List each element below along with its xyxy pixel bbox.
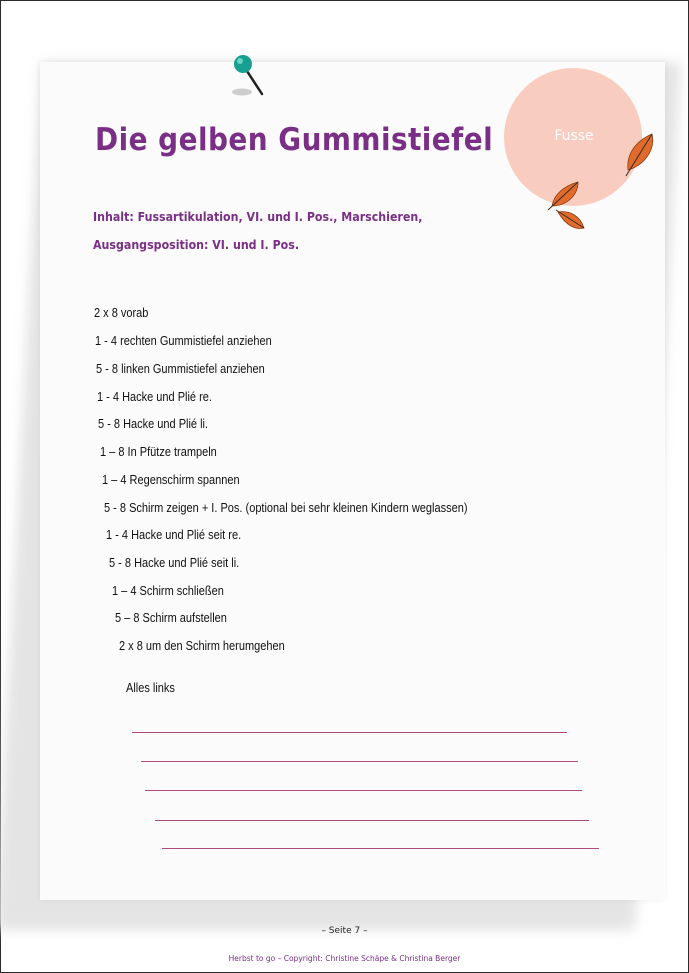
- writing-line: [162, 848, 599, 849]
- step-item: 5 - 8 Schirm zeigen + I. Pos. (optional bei sehr kleinen Kindern weglassen): [104, 501, 468, 515]
- step-item: 5 - 8 linken Gummistiefel anziehen: [96, 362, 265, 376]
- step-item: 1 - 4 Hacke und Plié seit re.: [106, 528, 242, 542]
- step-item: 1 – 8 In Pfütze trampeln: [100, 445, 217, 459]
- step-item: 1 - 4 Hacke und Plié re.: [97, 390, 212, 404]
- step-item: 2 x 8 vorab: [94, 306, 149, 320]
- step-item: 2 x 8 um den Schirm herumgehen: [119, 639, 285, 653]
- step-item: 5 – 8 Schirm aufstellen: [115, 611, 227, 625]
- writing-line: [145, 790, 582, 791]
- page-title: Die gelben Gummistiefel: [95, 122, 494, 158]
- step-item: 1 – 4 Regenschirm spannen: [102, 473, 240, 487]
- closing-note: Alles links: [126, 681, 175, 695]
- writing-line: [155, 820, 589, 821]
- copyright-note: Herbst to go – Copyright: Christine Schäpe & Christina Berger: [228, 954, 461, 963]
- step-item: 1 – 4 Schirm schließen: [112, 584, 224, 598]
- info-content: Inhalt: Fussartikulation, VI. und I. Pos., Marschieren,: [93, 210, 423, 224]
- step-item: 1 - 4 rechten Gummistiefel anziehen: [95, 334, 272, 348]
- autumn-leaves-icon: [540, 130, 660, 240]
- step-item: 5 - 8 Hacke und Plié li.: [98, 417, 209, 431]
- category-label: Fusse: [554, 128, 594, 144]
- writing-line: [141, 761, 578, 762]
- pushpin-icon: [229, 52, 269, 102]
- writing-line: [132, 732, 567, 733]
- info-starting-position: Ausgangsposition: VI. und I. Pos.: [93, 238, 300, 252]
- page-number: – Seite 7 –: [321, 926, 368, 936]
- step-item: 5 - 8 Hacke und Plié seit li.: [109, 556, 240, 570]
